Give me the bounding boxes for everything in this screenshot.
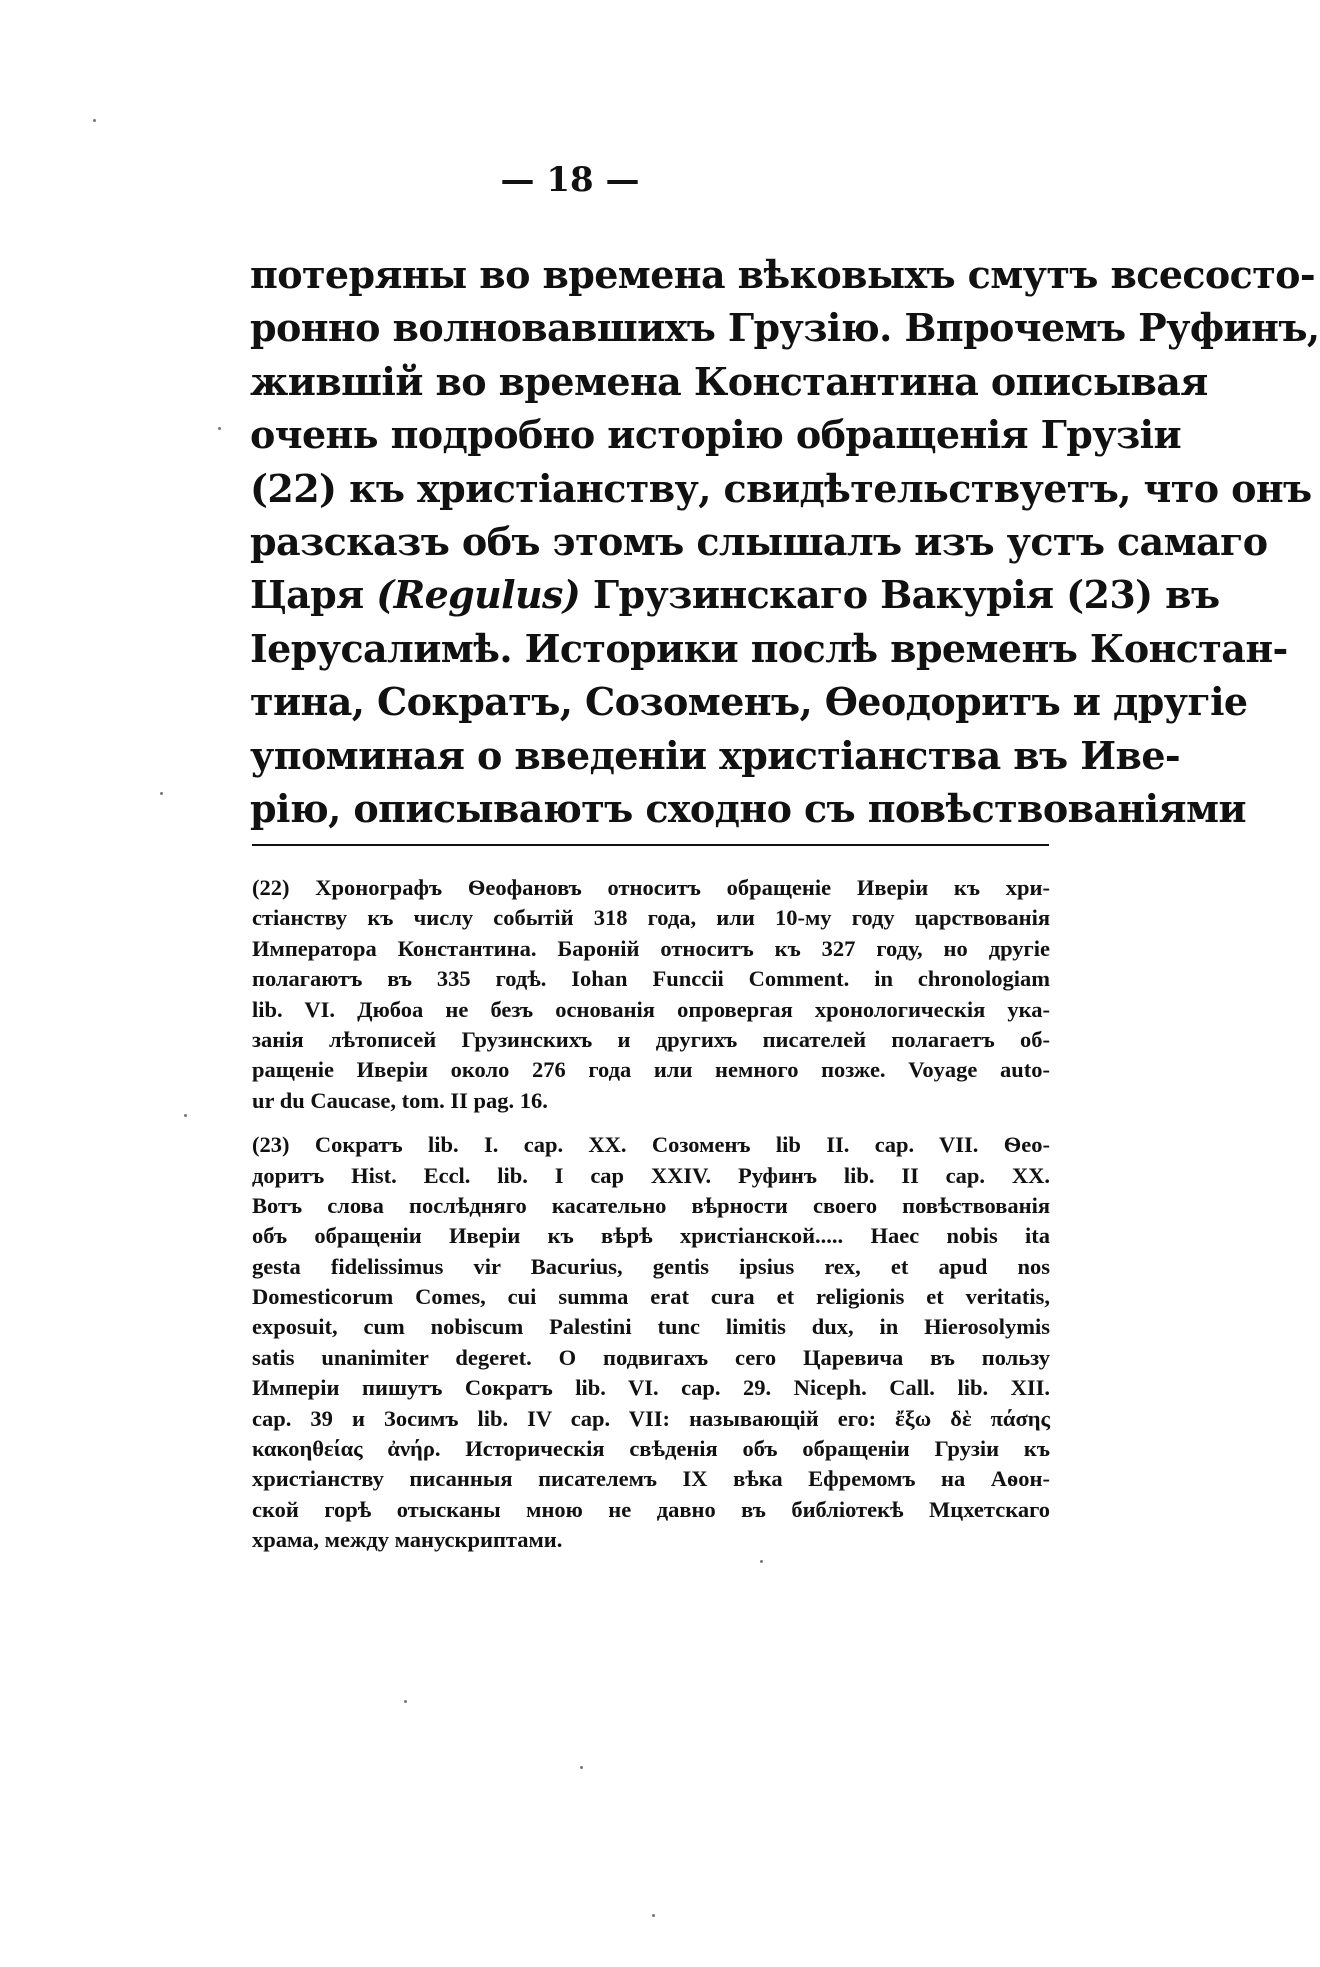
main-text-line [250,568,1220,621]
footnote-23 [252,1130,1050,1555]
footnote-line: ращеніе Иверіи около 276 года или немного позже. Voyage autо- [252,1057,1050,1083]
main-text-line: жившій во времена Константина описывая [250,358,1208,404]
main-text-line: ронно волновавшихъ Грузію. Впрочемъ Руфинъ, [250,305,1320,351]
main-text-line: тина, Сократъ, Созоменъ, Ѳеодоритъ и другіе [250,679,1248,725]
main-text-fragment: Грузинскаго Вакурія (23) въ [580,572,1220,618]
main-text-line: разсказъ объ этомъ слышалъ изъ устъ самаго [250,518,1268,564]
scan-speck [160,792,163,795]
footnote-line: cap. 39 и Зосимъ lib. IV cap. VII: называющій его: ἔξω δὲ πάσης [252,1405,1050,1431]
footnote-line: Domesticorum Comes, cui summa erat cura et religionis et veritatis, [252,1284,1050,1310]
footnote-line: Императора Константина. Бароній относитъ къ 327 году, но другіе [252,935,1050,961]
footnote-line: полагаютъ въ 335 годѣ. Iohan Funccii Comment. in chronologiam [252,966,1050,992]
footnote-22 [252,873,1050,1116]
footnote-line: объ обращеніи Иверіи къ вѣрѣ христіанской..... Haec nobis ita [252,1223,1050,1249]
footnote-line: satis unanimiter degeret. О подвигахъ сего Царевича въ пользу [252,1344,1050,1370]
footnote-line: (22) Хронографъ Ѳеофановъ относитъ обращеніе Иверіи къ хри- [252,875,1050,900]
page-number: — 18 — [500,160,640,200]
scan-speck [760,1560,763,1563]
main-text-line: Іерусалимѣ. Историки послѣ временъ Констан- [250,625,1288,671]
main-text-line: потеряны во времена вѣковыхъ смутъ всесосто- [250,252,1316,297]
footnote-line: lib. VI. Дюбоа не безъ основанія опровергая хронологическія ука- [252,996,1050,1022]
footnote-line: стіанству къ числу событій 318 года, или 10-му году царствованія [252,905,1050,931]
footnote-line: κακοηθείας ἀνήρ. Историческія свѣденія объ обращеніи Грузіи къ [252,1436,1050,1462]
footnote-line: занія лѣтописей Грузинскихъ и другихъ писателей полагаетъ об- [252,1026,1050,1052]
footnote-line: ur du Caucase, tom. II pag. 16. [252,1087,548,1113]
footnote-line: gesta fidelissimus vir Bacurius, gentis ipsius rex, et apud nos [252,1253,1050,1279]
footnote-line: exposuit, cum nobiscum Palestini tunc limitis dux, in Hierosolymis [252,1314,1050,1340]
footnote-line: храма, между манускриптами. [252,1527,563,1553]
main-text-line: (22) къ христіанству, свидѣтельствуетъ, что онъ [250,465,1312,511]
scan-speck [184,1114,187,1117]
scan-speck [652,1914,655,1917]
main-text [250,248,1320,835]
scan-speck [93,119,96,122]
footnote-line: христіанству писанныя писателемъ IX вѣка Ефремомъ на Аѳон- [252,1466,1050,1492]
main-text-line: очень подробно исторію обращенія Грузіи [250,412,1182,458]
footnote-separator [252,844,1049,846]
footnotes [252,873,1050,1556]
footnote-line: ской горѣ отысканы мною не давно въ библіотекѣ Мцхетскаго [252,1496,1050,1522]
footnote-line: Вотъ слова послѣдняго касательно вѣрности своего повѣствованія [252,1192,1050,1218]
main-text-line: упоминая о введеніи христіанства въ Иве- [250,732,1181,778]
main-text-fragment: Царя [250,572,377,618]
footnote-line: доритъ Hist. Eccl. lib. I cap XXIV. Руфинъ lib. II cap. XX. [252,1162,1050,1188]
footnote-line: Имперіи пишутъ Сократъ lib. VI. cap. 29. Niceph. Call. lib. XII. [252,1375,1050,1401]
footnote-line: (23) Сократъ lib. I. cap. XX. Созоменъ lib II. cap. VII. Ѳео- [252,1132,1050,1158]
scan-speck [404,1700,407,1703]
scan-speck [218,427,221,430]
scan-speck [580,1766,583,1769]
italic-latin-word: (Regulus) [376,572,581,618]
main-text-line: рію, описываютъ сходно съ повѣствованіями [250,785,1246,831]
